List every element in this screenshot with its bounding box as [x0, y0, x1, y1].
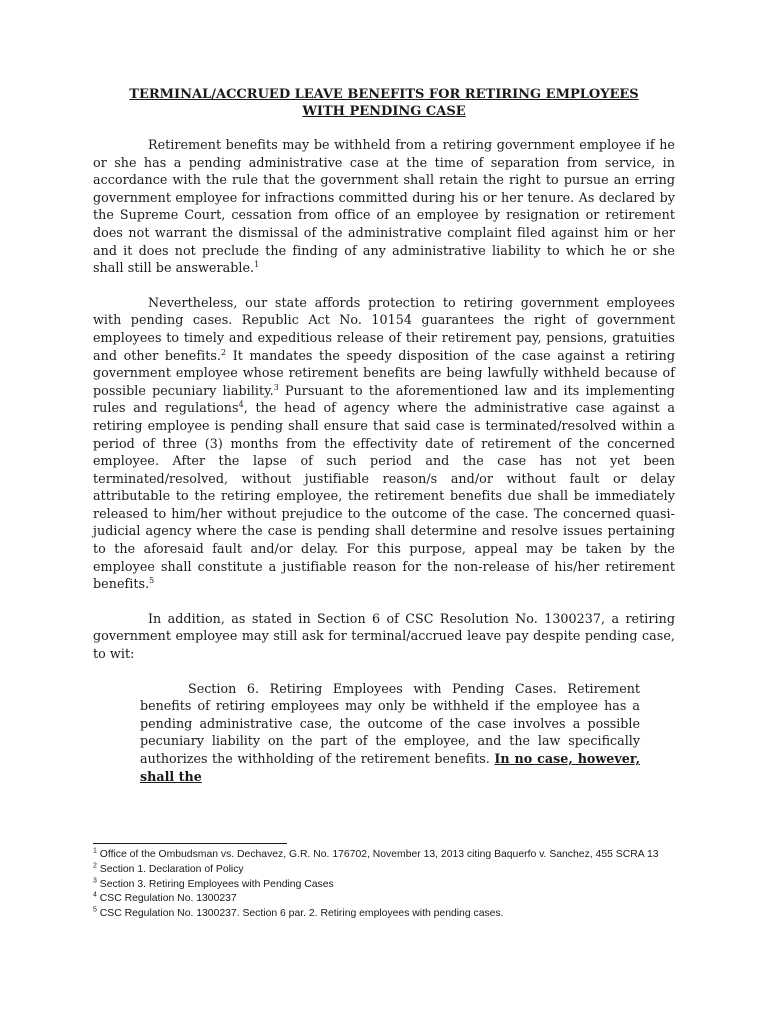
- paragraph-2-part-b: It mandates the speedy disposition of the case against a retiring government employee whose retirement benefits are being lawfully withheld because of possible pecuniary liability.: [93, 347, 675, 398]
- footnote-text: Office of the Ombudsman vs. Dechavez, G.R. No. 176702, November 13, 2013 citing Baquerfo v. Sanchez, 455 SCRA 13: [96, 849, 659, 860]
- footnote-text: CSC Regulation No. 1300237. Section 6 par. 2. Retiring employees with pending cases.: [96, 908, 504, 920]
- footnote-ref-1: 1: [254, 259, 260, 269]
- footnote-ref-3: 3: [273, 382, 279, 392]
- block-quote-emphasis: In no case, however, shall the: [140, 751, 640, 784]
- paragraph-2: [93, 294, 675, 593]
- paragraph-1-text: Retirement benefits may be withheld from a retiring government employee if he or she has a pending administrative case at the time of separation from service, in accordance with the rule that the government shall retain the right to pursue an erring government employee for infractions committed during his or her tenure. As declared by the Supreme Court, cessation from office of an employee by resignation or retirement does not warrant the dismissal of the administrative complaint filed against him or her and it does not preclude the finding of any administrative liability to which he or she shall still be answerable.: [93, 137, 675, 276]
- footnote-text: CSC Regulation No. 1300237: [96, 893, 237, 905]
- footnote-4: [93, 892, 693, 907]
- footnote-ref-2: 2: [221, 347, 227, 357]
- title-line-1: TERMINAL/ACCRUED LEAVE BENEFITS FOR RETIRING EMPLOYEES: [129, 87, 639, 102]
- paragraph-1: [93, 136, 675, 277]
- footnote-3: [93, 878, 693, 893]
- footnote-number: 4: [93, 891, 97, 899]
- footnote-ref-4: 4: [238, 400, 244, 410]
- title-line-2: WITH PENDING CASE: [302, 104, 466, 119]
- paragraph-2-part-d: , the head of agency where the administrative case against a retiring employee is pending shall ensure that said case is terminated/resolved within a period of three (3) months from the effectivity date of retirement of the concerned employee. After the lapse of such period and the case has not yet been terminated/resolved, without justifiable reason/s and/or without fault or delay attributable to the retiring employee, the retirement benefits due shall be immediately released to him/her without prejudice to the outcome of the case. The concerned quasi-judicial agency where the case is pending shall determine and resolve issues pertaining to the aforesaid fault and/or delay. For this purpose, appeal may be taken by the employee shall constitute a justifiable reason for the non-release of his/her retirement benefits.: [93, 400, 675, 592]
- paragraph-3-text: In addition, as stated in Section 6 of CSC Resolution No. 1300237, a retiring government employee may still ask for terminal/accrued leave pay despite pending case, to wit:: [93, 610, 675, 662]
- footnote-text: Section 3. Retiring Employees with Pending Cases: [96, 878, 334, 890]
- block-quote: [140, 680, 640, 786]
- paragraph-2-part-c: Pursuant to the aforementioned law and its implementing rules and regulations: [93, 382, 675, 416]
- document-body: [93, 86, 675, 785]
- footnotes: [93, 848, 693, 922]
- paragraph-3: [93, 610, 675, 663]
- block-quote-text: Section 6. Retiring Employees with Pending Cases. Retirement benefits of retiring employees may only be withheld if the employee has a pending administrative case, the outcome of the case involves a possible pecuniary liability on the part of the employee, and the law specifically authorizes the withholding of the retirement benefits.: [140, 680, 640, 766]
- footnote-1: [93, 848, 693, 863]
- footnote-number: 2: [93, 862, 97, 870]
- paragraph-2-part-a: Nevertheless, our state affords protection to retiring government employees with pending cases. Republic Act No. 10154 guarantees the right of government employees to timely and expeditious release of their retirement pay, pensions, gratuities and other benefits.: [93, 294, 675, 363]
- footnote-number: 3: [93, 877, 97, 885]
- document-title: [93, 86, 675, 120]
- footnote-2: [93, 863, 693, 878]
- footnote-text: Section 1. Declaration of Policy: [96, 863, 244, 875]
- footnote-number: 5: [93, 906, 97, 914]
- footnote-number: 1: [93, 847, 97, 855]
- footnote-5: [93, 907, 693, 922]
- footnote-ref-5: 5: [149, 576, 155, 586]
- footnote-separator: [93, 843, 287, 844]
